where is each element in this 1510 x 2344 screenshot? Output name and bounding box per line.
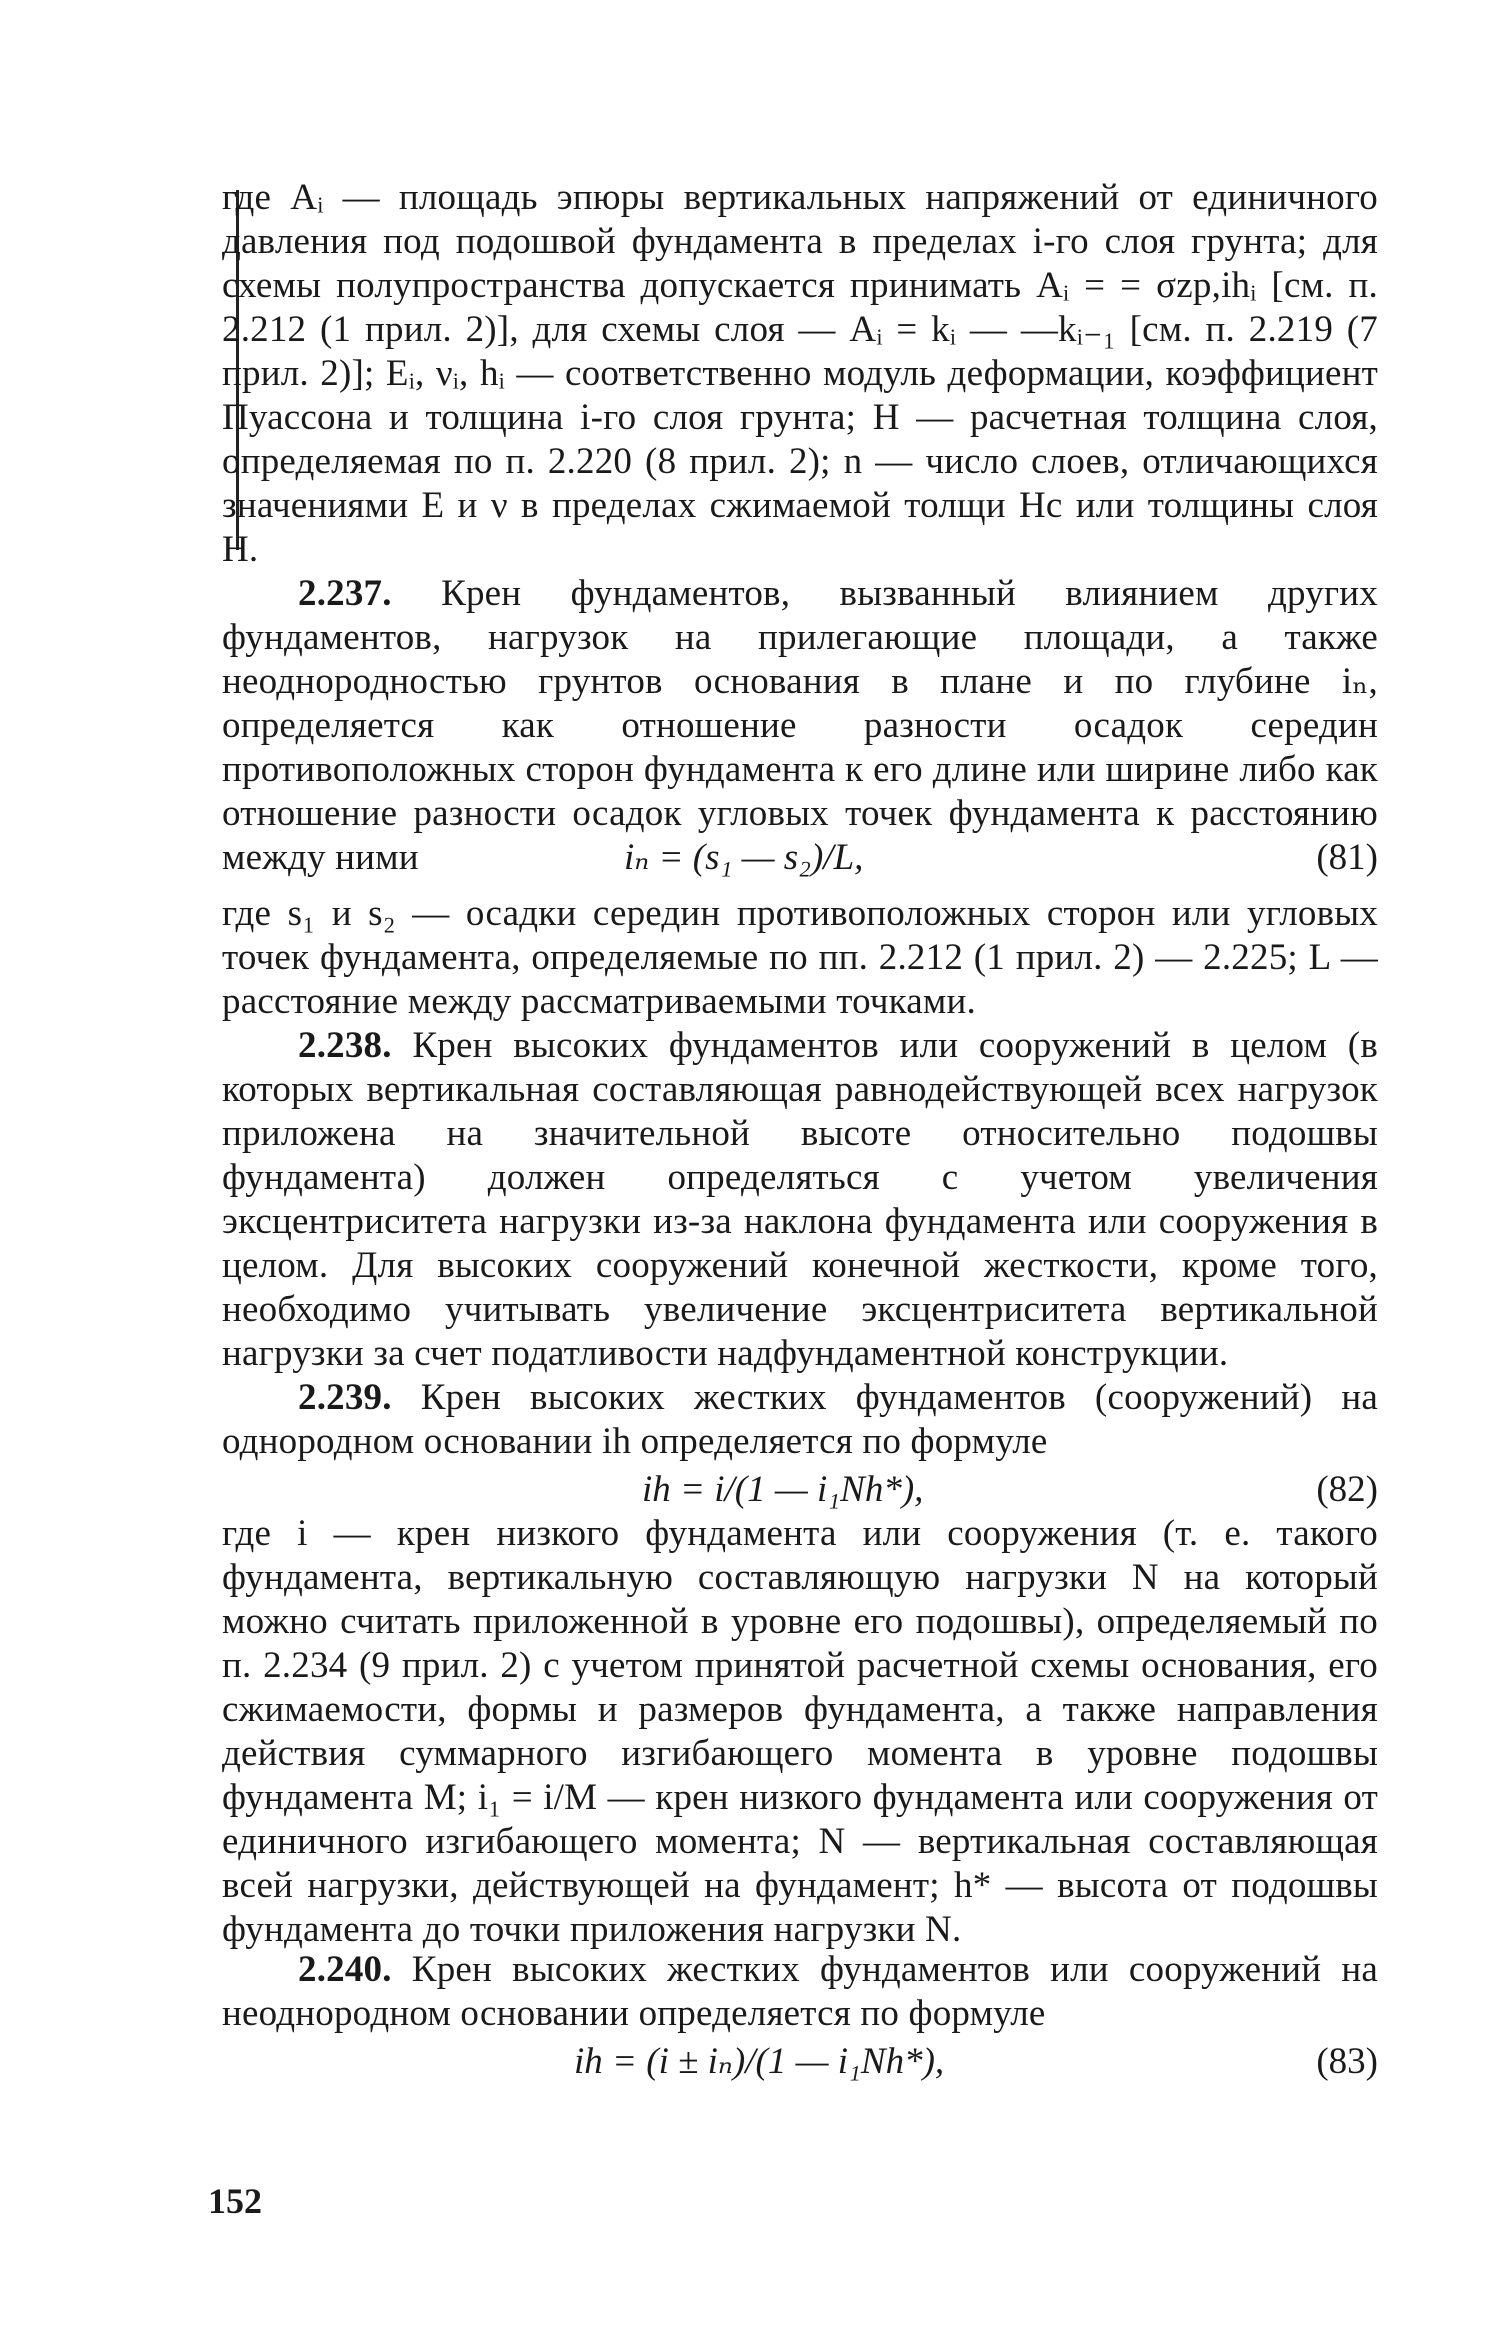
formula-number: (83) [1316,2041,1378,2082]
paragraph-definitions: где Aᵢ — площадь эпюры вертикальных напряжений от единичного давления под подошвой фундамента в пределах i-го слоя грунта; для схемы полупространства допускается принимать Aᵢ = = σzp,ihᵢ [см. п. 2.212 (1 прил. 2)], для схемы слоя — Aᵢ = kᵢ — —kᵢ₋₁ [см. п. 2.219 (7 прил. 2)]; Eᵢ, νᵢ, hᵢ — соответственно модуль деформации, коэффициент Пуассона и толщина i-го слоя грунта; H — расчетная толщина слоя, определяемая по п. 2.220 (8 прил. 2); n — число слоев, отличающихся значениями E и ν в пределах сжимаемой толщи Hc или толщины слоя H. [222,177,1378,570]
section-2-237 [222,572,1378,880]
section-2-239 [222,1376,1378,1464]
formula-83 [222,2040,1378,2084]
section-number: 2.238. [298,1025,392,1066]
section-2-240 [222,1948,1378,2036]
paragraph-after-81: где s₁ и s₂ — осадки середин противоположных сторон или угловых точек фундамента, определяемые по пп. 2.212 (1 прил. 2) — 2.225; L — расстояние между рассматриваемыми точками. [222,893,1378,1022]
formula-number: (82) [1316,1469,1378,1510]
section-number: 2.240. [298,1949,392,1990]
section-number: 2.239. [298,1377,392,1418]
formula-82 [222,1468,1378,1512]
formula-expression: iₙ = (s₁ — s₂)/L, [624,837,864,878]
formula-expression: ih = (i ± iₙ)/(1 — i₁Nh*), [574,2041,945,2082]
page-number: 152 [208,2181,262,2221]
formula-81 [222,836,1378,880]
section-text: Крен высоких жестких фундаментов или сооружений на неоднородном основании определяется по формуле [222,1949,1378,2034]
formula-expression: ih = i/(1 — i₁Nh*), [642,1469,924,1510]
formula-number: (81) [1316,837,1378,878]
section-text: Крен высоких фундаментов или сооружений в целом (в которых вертикальная составляющая равнодействующей всех нагрузок приложена на значительной высоте относительно подошвы фундамента) должен определяться с учетом увеличения эксцентриситета нагрузки из-за наклона фундамента или сооружения в целом. Для высоких сооружений конечной жесткости, кроме того, необходимо учитывать увеличение эксцентриситета вертикальной нагрузки за счет податливости надфундаментной конструкции. [222,1025,1378,1374]
section-text: Крен высоких жестких фундаментов (сооружений) на однородном основании ih определяется по формуле [222,1377,1378,1462]
section-number: 2.237. [298,573,392,614]
paragraph-after-82: где i — крен низкого фундамента или сооружения (т. е. такого фундамента, вертикальную составляющую нагрузки N на который можно считать приложенной в уровне его подошвы), определяемый по п. 2.234 (9 прил. 2) с учетом принятой расчетной схемы основания, его сжимаемости, формы и размеров фундамента, а также направления действия суммарного изгибающего момента в уровне подошвы фундамента M; i₁ = i/M — крен низкого фундамента или сооружения от единичного изгибающего момента; N — вертикальная составляющая всей нагрузки, действующей на фундамент; h* — высота от подошвы фундамента до точки приложения нагрузки N. [222,1513,1378,1950]
section-text: Крен фундаментов, вызванный влиянием других фундаментов, нагрузок на прилегающие площади, а также неоднородностью грунтов основания в плане и по глубине iₙ, определяется как отношение разности осадок середин противоположных сторон фундамента к его длине или ширине либо как отношение разности осадок угловых точек фундамента к расстоянию между ними [222,573,1378,878]
section-2-238 [222,1024,1378,1376]
